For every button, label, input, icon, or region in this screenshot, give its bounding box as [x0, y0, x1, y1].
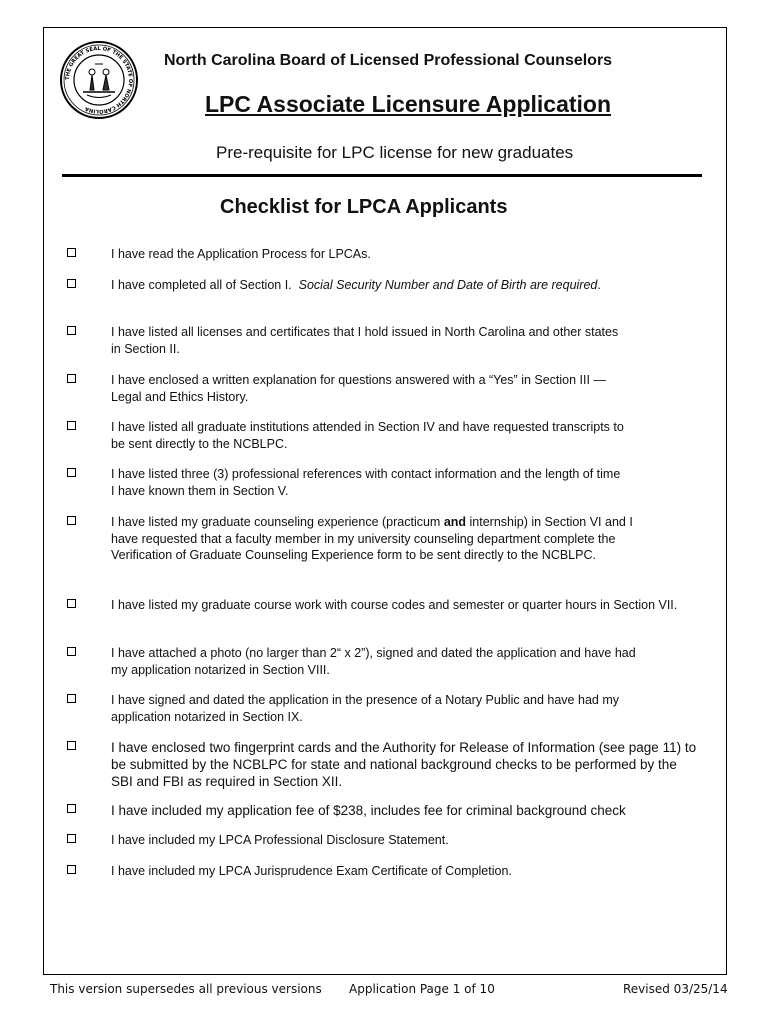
page-title: LPC Associate Licensure Application	[205, 91, 612, 117]
checkbox[interactable]	[67, 865, 76, 874]
checklist-item-text: I have listed all licenses and certificates that I hold issued in North Carolina and other states in Section II.	[111, 325, 619, 356]
checklist-item-text: I have listed my graduate course work with course codes and semester or quarter hours in Section VII.	[111, 598, 678, 612]
checkbox[interactable]	[67, 248, 76, 257]
footer-page-number: Application Page 1 of 10	[349, 982, 495, 996]
checkbox[interactable]	[67, 741, 76, 750]
seal-ring-text: THE GREAT SEAL OF THE STATE OF NORTH CAROLINA	[64, 45, 134, 115]
organization-name: North Carolina Board of Licensed Professional Counselors	[164, 52, 613, 69]
header-divider	[62, 174, 702, 177]
checklist-item-text: I have enclosed two fingerprint cards and the Authority for Release of Information (see page 11) to be submitted by the NCBLPC for state and national background checks to be performed by the SBI and FBI as required in Section XII.	[111, 740, 697, 789]
item-text-part: .	[597, 278, 601, 292]
checkbox[interactable]	[67, 468, 76, 477]
checklist-item-text: I have listed all graduate institutions attended in Section IV and have requested transcripts to be sent directly to the NCBLPC.	[111, 420, 624, 451]
item-text-strong: and	[443, 515, 467, 529]
checkbox[interactable]	[67, 516, 76, 525]
footer-version-note: This version supersedes all previous versions	[50, 982, 322, 996]
checklist-item-text: I have included my application fee of $238, includes fee for criminal background check	[111, 803, 626, 818]
item-text-emphasis: Social Security Number and Date of Birth are required	[298, 278, 598, 292]
checkbox[interactable]	[67, 599, 76, 608]
checklist-item-text: I have enclosed a written explanation for questions answered with a “Yes” in Section III — Legal and Ethics History.	[111, 373, 606, 404]
checkbox[interactable]	[67, 694, 76, 703]
checkbox[interactable]	[67, 804, 76, 813]
checkbox[interactable]	[67, 834, 76, 843]
checklist-item-text: I have read the Application Process for LPCAs.	[111, 247, 371, 261]
checklist-item-text: I have included my LPCA Jurisprudence Exam Certificate of Completion.	[111, 864, 512, 878]
checklist-heading: Checklist for LPCA Applicants	[220, 196, 508, 218]
footer-revised-date: Revised 03/25/14	[623, 982, 728, 996]
checklist-item-text	[111, 277, 696, 294]
checklist-item-text: I have listed three (3) professional references with contact information and the length of time I have known them in Section V.	[111, 467, 621, 498]
item-text-part: I have completed all of Section I.	[111, 278, 299, 292]
checklist-item-text: I have signed and dated the application in the presence of a Notary Public and have had my application notarized in Section IX.	[111, 693, 619, 724]
checklist-item-text: I have included my LPCA Professional Disclosure Statement.	[111, 833, 449, 847]
state-seal-icon	[59, 40, 139, 120]
page-subtitle: Pre-requisite for LPC license for new graduates	[216, 143, 574, 162]
checkbox[interactable]	[67, 647, 76, 656]
checkbox[interactable]	[67, 279, 76, 288]
checkbox[interactable]	[67, 326, 76, 335]
checklist-item-text	[111, 514, 661, 564]
svg-text:THE GREAT SEAL OF THE STATE OF	[65, 46, 133, 114]
item-text-part: I have listed my graduate counseling experience (practicum	[111, 515, 444, 529]
checkbox[interactable]	[67, 374, 76, 383]
item-text-part: internship) in Section VI and I have requested that a faculty member in my university counseling department complete the Verification of Graduate Counseling Experience form to be sent directly to the NCBLPC.	[111, 515, 633, 562]
checklist-item-text: I have attached a photo (no larger than 2“ x 2”), signed and dated the application and have had my application notarized in Section VIII.	[111, 646, 636, 677]
checkbox[interactable]	[67, 421, 76, 430]
